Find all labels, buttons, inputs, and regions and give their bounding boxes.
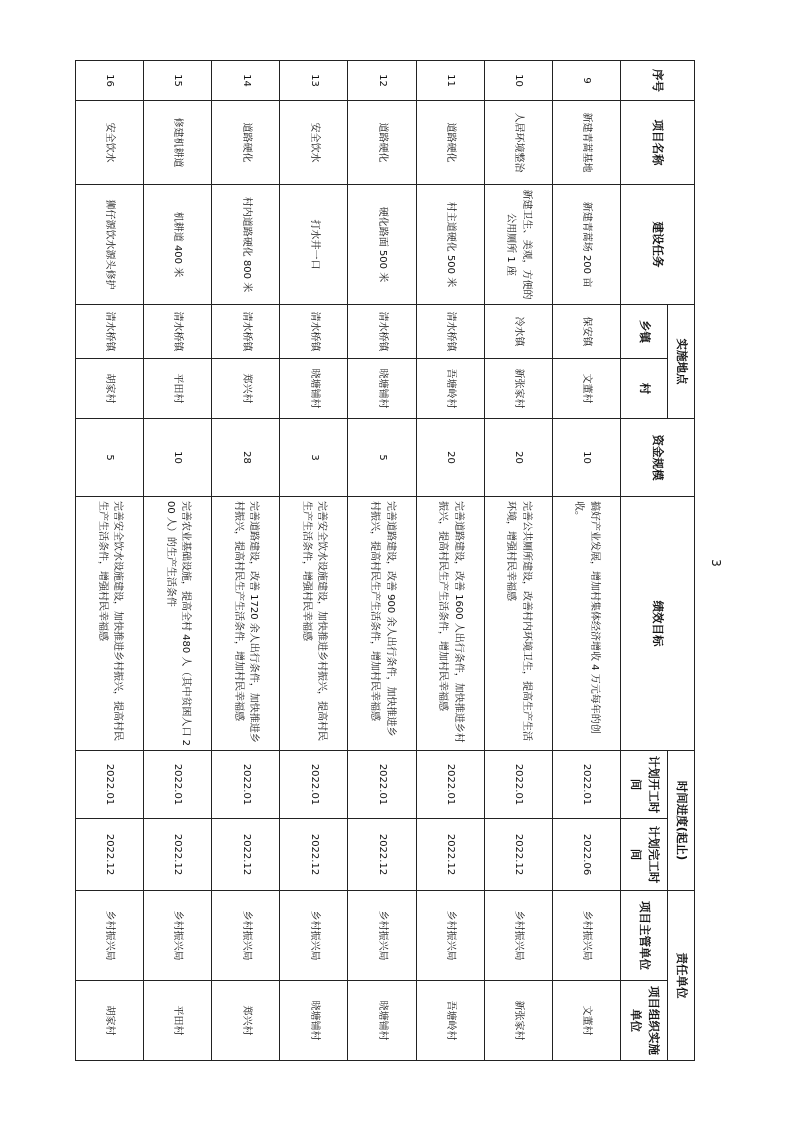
header-funds: 资金规模 — [621, 419, 695, 497]
rotated-table-container — [75, 60, 695, 1060]
header-goal: 绩效目标 — [621, 497, 695, 751]
table-row — [552, 61, 620, 1061]
cell-task: 狮仔源饮水源头修护 — [76, 185, 144, 305]
project-table — [75, 60, 695, 1061]
header-schedule: 时间进度(起止) — [668, 751, 695, 891]
header-project-name: 项目名称 — [621, 101, 695, 185]
table-row — [280, 61, 348, 1061]
cell-org: 郑兴村 — [212, 981, 280, 1061]
cell-township: 清水桥镇 — [280, 305, 348, 359]
cell-village: 文董村 — [552, 359, 620, 419]
cell-goal: 完善道路建设，改善 1600 人出行条件，加快推进乡村振兴，提高村民生产生活条件，增加村民幸福感 — [416, 497, 484, 751]
cell-name: 新建青蒿基地 — [552, 101, 620, 185]
cell-end: 2022.12 — [212, 819, 280, 891]
cell-dept: 乡村振兴局 — [348, 891, 416, 981]
cell-goal: 完善道路建设，改善 1720 余人出行条件，加快推进乡村振兴，提高村民生产生活条件，增加村民幸福感 — [212, 497, 280, 751]
cell-task: 村主道硬化 500 米 — [416, 185, 484, 305]
cell-funds: 5 — [76, 419, 144, 497]
header-org: 项目组织实施单位 — [621, 981, 668, 1061]
cell-start: 2022.01 — [552, 751, 620, 819]
cell-name: 道路硬化 — [416, 101, 484, 185]
cell-task: 新建卫生、美观，方便的公用厕所 1 座 — [484, 185, 552, 305]
cell-goal: 搞好产业发展，增加村集体经济增收 4 万元每年的创收。 — [552, 497, 620, 751]
cell-task: 新建青蒿场 200 亩 — [552, 185, 620, 305]
cell-seq: 13 — [280, 61, 348, 101]
cell-name: 人居环境整治 — [484, 101, 552, 185]
table-row — [348, 61, 416, 1061]
cell-seq: 12 — [348, 61, 416, 101]
cell-dept: 乡村振兴局 — [280, 891, 348, 981]
header-start: 计划开工时间 — [621, 751, 668, 819]
cell-goal: 完善安全饮水设施建设，加快推进乡村振兴，提高村民生产生活条件，增强村民幸福感 — [280, 497, 348, 751]
cell-funds: 5 — [348, 419, 416, 497]
cell-township: 冷水镇 — [484, 305, 552, 359]
table-row — [144, 61, 212, 1061]
header-village: 村 — [621, 359, 668, 419]
cell-funds: 3 — [280, 419, 348, 497]
cell-end: 2022.06 — [552, 819, 620, 891]
cell-org: 晓塘铺村 — [348, 981, 416, 1061]
page-number: 3 — [709, 559, 723, 567]
cell-goal: 完善农业基础设施，提高全村 480 人（其中贫困人口 200 人）的生产生活条件 — [144, 497, 212, 751]
cell-dept: 乡村振兴局 — [484, 891, 552, 981]
cell-name: 修建机耕道 — [144, 101, 212, 185]
header-responsible: 责任单位 — [668, 891, 695, 1061]
header-township: 乡镇 — [621, 305, 668, 359]
cell-task: 村内道路硬化 800 米 — [212, 185, 280, 305]
table-row — [212, 61, 280, 1061]
cell-township: 清水桥镇 — [416, 305, 484, 359]
cell-funds: 20 — [416, 419, 484, 497]
header-seq: 序号 — [621, 61, 695, 101]
cell-start: 2022.01 — [212, 751, 280, 819]
cell-township: 清水桥镇 — [144, 305, 212, 359]
cell-township: 清水桥镇 — [212, 305, 280, 359]
cell-end: 2022.12 — [144, 819, 212, 891]
cell-end: 2022.12 — [416, 819, 484, 891]
cell-name: 安全饮水 — [280, 101, 348, 185]
header-end: 计划完工时间 — [621, 819, 668, 891]
cell-seq: 9 — [552, 61, 620, 101]
cell-goal: 完善公共厕所建设，改善村内环境卫生，提高生产生活环境，增强村民幸福感 — [484, 497, 552, 751]
cell-name: 道路硬化 — [212, 101, 280, 185]
cell-village: 晓塘铺村 — [280, 359, 348, 419]
cell-start: 2022.01 — [484, 751, 552, 819]
cell-name: 道路硬化 — [348, 101, 416, 185]
cell-seq: 15 — [144, 61, 212, 101]
cell-village: 胡家村 — [76, 359, 144, 419]
header-task: 建设任务 — [621, 185, 695, 305]
cell-task: 打水井一口 — [280, 185, 348, 305]
cell-township: 保安镇 — [552, 305, 620, 359]
cell-name: 安全饮水 — [76, 101, 144, 185]
cell-seq: 11 — [416, 61, 484, 101]
cell-dept: 乡村振兴局 — [144, 891, 212, 981]
cell-dept: 乡村振兴局 — [552, 891, 620, 981]
cell-org: 文董村 — [552, 981, 620, 1061]
cell-funds: 10 — [552, 419, 620, 497]
header-location: 实施地点 — [668, 305, 695, 419]
cell-seq: 14 — [212, 61, 280, 101]
cell-seq: 16 — [76, 61, 144, 101]
cell-org: 胡家村 — [76, 981, 144, 1061]
cell-village: 新张家村 — [484, 359, 552, 419]
cell-end: 2022.12 — [484, 819, 552, 891]
cell-task: 硬化路面 500 米 — [348, 185, 416, 305]
cell-village: 平田村 — [144, 359, 212, 419]
table-row — [484, 61, 552, 1061]
cell-end: 2022.12 — [280, 819, 348, 891]
cell-org: 平田村 — [144, 981, 212, 1061]
cell-task: 机耕道 400 米 — [144, 185, 212, 305]
cell-org: 新张家村 — [484, 981, 552, 1061]
cell-village: 郑兴村 — [212, 359, 280, 419]
cell-township: 清水桥镇 — [348, 305, 416, 359]
cell-dept: 乡村振兴局 — [212, 891, 280, 981]
table-row — [76, 61, 144, 1061]
cell-village: 晓塘铺村 — [348, 359, 416, 419]
cell-start: 2022.01 — [348, 751, 416, 819]
cell-funds: 28 — [212, 419, 280, 497]
cell-goal: 完善道路建设，改善 900 余人出行条件，加快推进乡村振兴，提高村民生产生活条件，增加村民幸福感 — [348, 497, 416, 751]
cell-seq: 10 — [484, 61, 552, 101]
cell-dept: 乡村振兴局 — [76, 891, 144, 981]
table-row — [416, 61, 484, 1061]
cell-funds: 20 — [484, 419, 552, 497]
cell-start: 2022.01 — [144, 751, 212, 819]
cell-funds: 10 — [144, 419, 212, 497]
cell-dept: 乡村振兴局 — [416, 891, 484, 981]
cell-end: 2022.12 — [348, 819, 416, 891]
cell-org: 吾塘岭村 — [416, 981, 484, 1061]
cell-start: 2022.01 — [280, 751, 348, 819]
cell-township: 清水桥镇 — [76, 305, 144, 359]
cell-end: 2022.12 — [76, 819, 144, 891]
cell-start: 2022.01 — [76, 751, 144, 819]
cell-start: 2022.01 — [416, 751, 484, 819]
cell-village: 吾塘岭村 — [416, 359, 484, 419]
cell-goal: 完善安全饮水设施建设，加快推进乡村振兴，提高村民生产生活条件，增强村民幸福感 — [76, 497, 144, 751]
header-dept: 项目主管单位 — [621, 891, 668, 981]
cell-org: 晓塘铺村 — [280, 981, 348, 1061]
